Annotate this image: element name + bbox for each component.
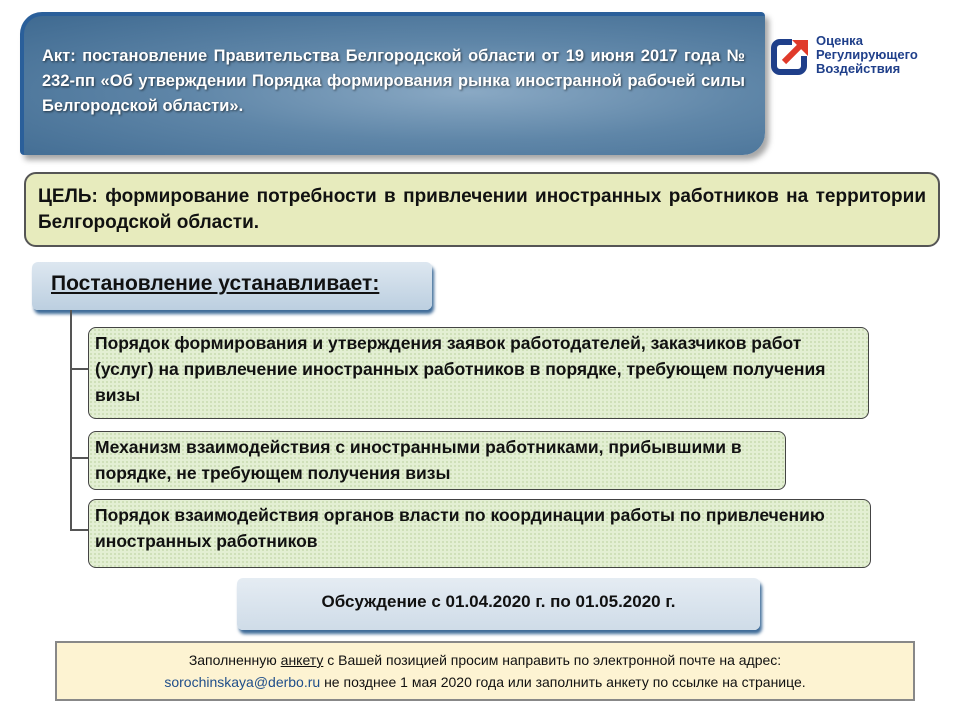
logo-line1: Оценка [816, 33, 863, 48]
list-item-text: Порядок взаимодействия органов власти по координации работы по привлечению иностранных работников [95, 505, 825, 551]
connector-branch [70, 457, 88, 459]
orv-logo-icon [770, 36, 812, 78]
logo [770, 30, 940, 85]
list-item [88, 499, 871, 568]
footer-notice [55, 641, 915, 701]
logo-line2: Регулирующего [816, 47, 918, 62]
connector-branch [70, 368, 88, 370]
list-item [88, 431, 786, 490]
subheading: Постановление устанавливает: [51, 272, 380, 295]
discussion-period: Обсуждение с 01.04.2020 г. по 01.05.2020 г. [321, 592, 676, 611]
discussion-period-box [237, 578, 760, 630]
goal-box [24, 172, 940, 247]
survey-link[interactable]: анкету [280, 652, 324, 668]
logo-line3: Воздействия [816, 61, 901, 76]
footer-text: Заполненную [188, 652, 281, 668]
list-item-text: Порядок формирования и утверждения заявок работодателей, заказчиков работ (услуг) на привлечение иностранных работников в порядке, требующем получения визы [95, 333, 826, 405]
act-title: Акт: постановление Правительства Белгородской области от 19 июня 2017 года № 232-пп «Об утверждении Порядка формирования рынка иностранной рабочей силы Белгородской области». [42, 47, 745, 115]
footer-text: с Вашей позицией просим направить по электронной почте на адрес: [323, 652, 782, 668]
act-title-box [20, 12, 765, 155]
connector-line [70, 310, 72, 530]
connector-branch [70, 529, 88, 531]
footer-text: не позднее 1 мая 2020 года или заполнить анкету по ссылке на странице. [320, 674, 806, 690]
list-item [88, 327, 869, 419]
goal-text: ЦЕЛЬ: формирование потребности в привлечении иностранных работников на территории Белгородской области. [38, 186, 926, 233]
email-link[interactable]: sorochinskaya@derbo.ru [164, 674, 321, 690]
subheading-box [32, 262, 432, 310]
list-item-text: Механизм взаимодействия с иностранными работниками, прибывшими в порядке, не требующем получения визы [95, 437, 742, 483]
